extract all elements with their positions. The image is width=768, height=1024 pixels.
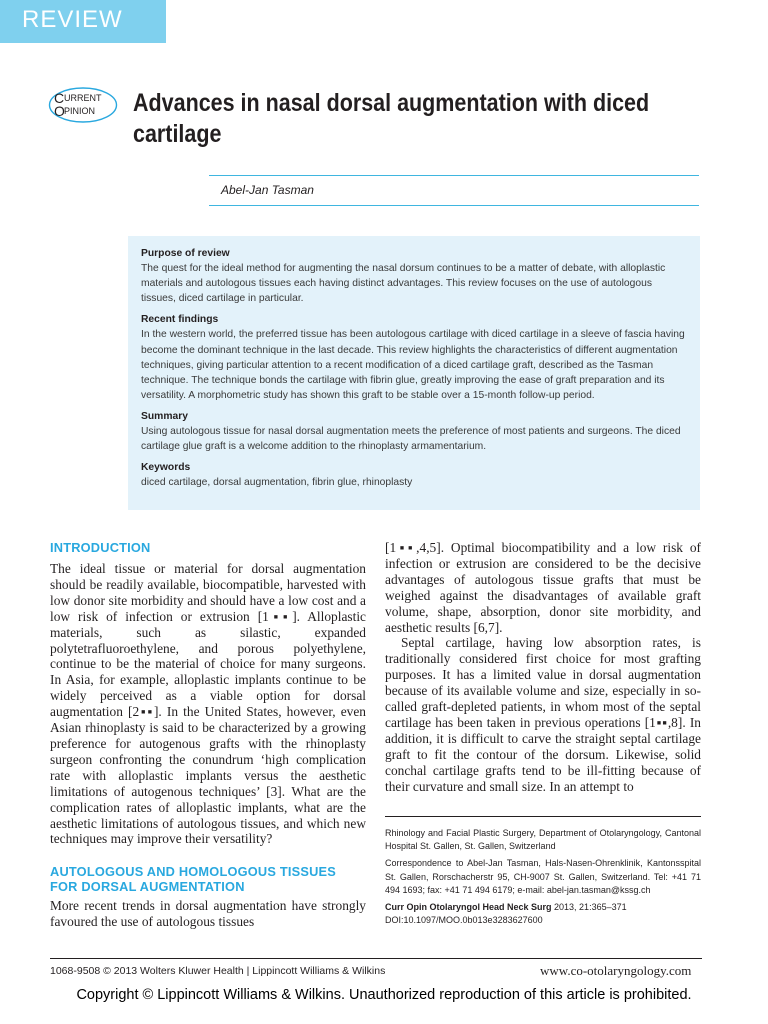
logo-word-top: URRENT <box>64 93 102 103</box>
abstract-summary-text: Using autologous tissue for nasal dorsal augmentation meets the preference of most patients and surgeons. The diced cartilage glue graft is a welcome addition to the rhinoplasty armamentarium. <box>141 426 681 453</box>
journal-citation: 2013, 21:365–371 <box>551 902 627 913</box>
abstract-summary-heading: Summary <box>141 410 188 422</box>
article-title: Advances in nasal dorsal augmentation with diced cartilage <box>133 89 650 148</box>
title-rule-top <box>209 175 699 176</box>
journal-name: Curr Opin Otolaryngol Head Neck Surg <box>385 902 552 913</box>
logo-letter-o: O <box>54 103 65 119</box>
logo-word-bottom: PINION <box>64 106 96 116</box>
current-opinion-logo <box>48 86 118 124</box>
abstract-keywords-heading: Keywords <box>141 462 191 474</box>
title-rule-bottom <box>209 205 699 206</box>
autologous-heading: AUTOLOGOUS AND HOMOLOGOUS TISSUES FOR DORSAL AUGMENTATION <box>50 864 337 895</box>
abstract-findings-text: In the western world, the preferred tissue has been autologous cartilage with diced cartilage in a sleeve of fascia having become the dominant technique in the last decade. This review highlights the characteristics of different augmentation techniques, giving particular attention to a recent modification of a diced cartilage graft, described as the Tasman technique. The technique bonds the cartilage with fibrin glue, greatly improving the ease of graft preparation and its versatility. A morphometric study has shown this graft to be stable over a 15-month follow-up period. <box>141 329 685 401</box>
abstract-findings <box>141 312 688 403</box>
affiliation-block <box>385 816 701 931</box>
abstract-purpose-text: The quest for the ideal method for augmenting the nasal dorsum continues to be a matter of debate, with alloplastic materials and autologous tissues each having distinct advantages. This review focuses on the use of autologous tissues, diced cartilage in particular. <box>141 263 666 305</box>
abstract-keywords <box>141 460 688 490</box>
autologous-paragraph: More recent trends in dorsal augmentation have strongly favoured the use of autologous tissues <box>50 898 366 930</box>
abstract-box <box>128 236 700 510</box>
body-paragraph-continued: [1▪▪,4,5]. Optimal biocompatibility and a low risk of infection or extrusion are considered to be the decisive advantages of autologous tissue grafts that must be weighed against the disadvantages of available graft volume, shape, absorption, donor site morbidity, and aesthetic results [6,7]. <box>385 540 701 635</box>
affiliation-citation <box>385 901 701 914</box>
article-author: Abel-Jan Tasman <box>221 183 314 197</box>
abstract-findings-heading: Recent findings <box>141 314 219 326</box>
logo-letter-c: C <box>54 90 65 106</box>
introduction-paragraph: The ideal tissue or material for dorsal augmentation should be readily available, biocompatible, harvested with low donor site morbidity and should have a low cost and a low risk of infection or extrusion [1▪▪]. Alloplastic materials, such as silastic, expanded polytetrafluoroethylene, and porous polyethylene, continue to be the material of choice for many surgeons. In Asia, for example, alloplastic implants continue to be widely perceived as a viable option for dorsal augmentation [2▪▪]. In the United States, however, even Asian rhinoplasty is said to be characterized by a growing preference for autogenous grafts with the rhinoplasty surgeon confronting the conundrum ‘high complication rate with alloplastic implants versus the aesthetic limitations of autogenous techniques’ [3]. What are the complication rates of alloplastic implants, what are the aesthetic limitations of autologous tissues, and which new techniques may improve their versatility? <box>50 561 366 847</box>
footer-issn: 1068-9508 © 2013 Wolters Kluwer Health | Lippincott Williams & Wilkins <box>50 965 386 977</box>
affiliation-department: Rhinology and Facial Plastic Surgery, Department of Otolaryngology, Cantonal Hospital St. Gallen, St. Gallen, Switzerland <box>385 828 701 852</box>
abstract-purpose-heading: Purpose of review <box>141 248 230 259</box>
article-doi: DOI:10.1097/MOO.0b013e3283627600 <box>385 915 543 926</box>
footer-rule <box>50 958 702 959</box>
body-column-left <box>50 540 366 930</box>
abstract-keywords-text: diced cartilage, dorsal augmentation, fibrin glue, rhinoplasty <box>141 477 413 489</box>
section-label-tab: REVIEW <box>0 0 166 43</box>
copyright-notice: Copyright © Lippincott Williams & Wilkins. Unauthorized reproduction of this article is prohibited. <box>76 987 692 1003</box>
introduction-heading: INTRODUCTION <box>50 540 151 555</box>
abstract-summary <box>141 409 688 454</box>
abstract-purpose <box>141 246 688 306</box>
affiliation-correspondence: Correspondence to Abel-Jan Tasman, Hals-Nasen-Ohrenklinik, Kantonsspital St. Gallen, Rorschacherstr 95, CH-9007 St. Gallen, Switzerland. Tel: +41 71 494 1693; fax: +41 71 494 6179; e-mail: abel-jan.tasman@kssg.ch <box>385 858 701 895</box>
body-column-right <box>385 540 701 795</box>
body-paragraph-septal: Septal cartilage, having low absorption rates, is traditionally considered first choice for most grafting purposes. It has a limited value in dorsal augmentation because of its available volume and size, especially in so-called graft-depleted patients, in whom most of the septal cartilage has been taken in previous operations [1▪▪,8]. In addition, it is difficult to carve the straight septal cartilage graft to fit the contour of the dorsum. Likewise, solid conchal cartilage grafts tend to be ill-fitting because of their curvature and small size. In an attempt to <box>385 635 701 794</box>
journal-website-link[interactable]: www.co-otolaryngology.com <box>540 963 692 978</box>
